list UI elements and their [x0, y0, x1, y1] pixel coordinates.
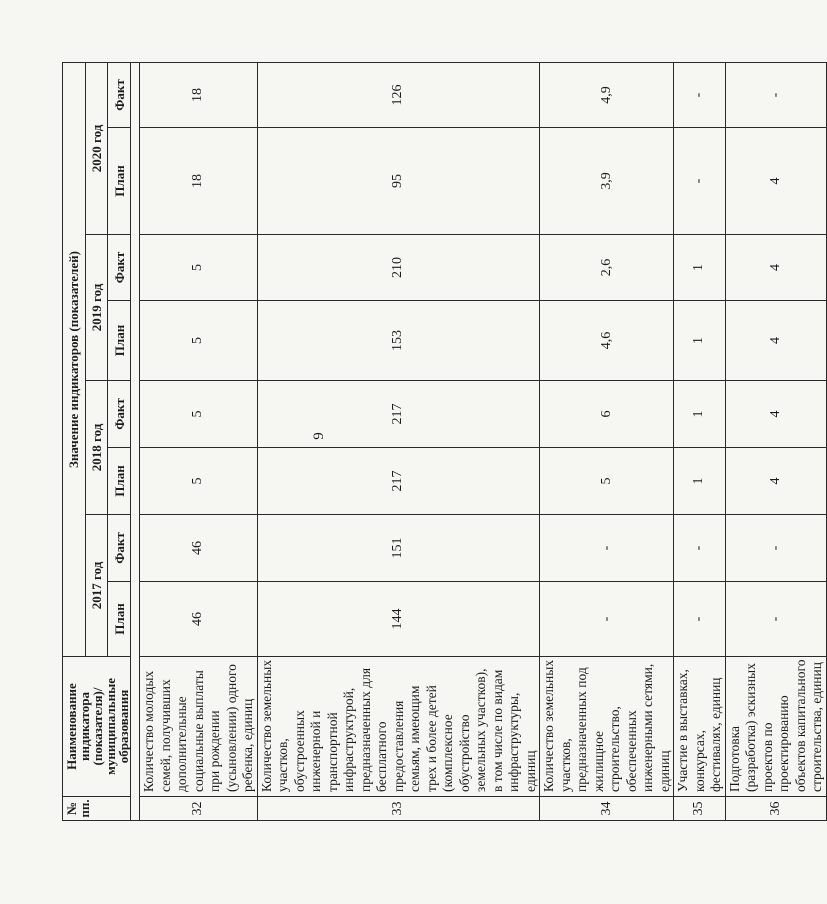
indicator-value: -: [674, 63, 726, 128]
header-year-2018: 2018 год: [85, 381, 108, 515]
header-year-2019: 2019 год: [85, 235, 108, 381]
indicator-value: 3,9: [540, 128, 674, 235]
indicator-value: -: [725, 63, 826, 128]
indicator-value: -: [540, 582, 674, 657]
indicator-name: Количество земельных участков, обустроенных инженерной и транспортной инфраструктурой, предназначенных для бесплатного предоставления семьям, имеющим трех и более детей (комплексное обустройство земельных участков), в том числе по видам инфраструктуры, единиц: [257, 657, 540, 797]
indicator-value: 4,9: [540, 63, 674, 128]
indicator-value: 5: [540, 448, 674, 515]
indicator-value: 18: [140, 63, 258, 128]
header-fact: Факт: [108, 515, 131, 582]
indicator-value: 4: [725, 301, 826, 381]
row-number: 32: [140, 797, 258, 821]
table-body: [140, 63, 827, 821]
indicator-value: 1: [674, 448, 726, 515]
indicator-value: 46: [140, 515, 258, 582]
row-number: 35: [674, 797, 726, 821]
indicator-value: -: [674, 128, 726, 235]
indicator-value: 1: [674, 235, 726, 301]
rotated-table-container: [62, 63, 824, 821]
indicator-value: -: [725, 515, 826, 582]
indicator-value: 4,6: [540, 301, 674, 381]
header-plan: План: [108, 301, 131, 381]
indicator-name: Количество земельных участков, предназначенных под жилищное строительство, обеспеченных инженерными сетями, единиц: [540, 657, 674, 797]
indicator-value: 4: [725, 381, 826, 448]
table-row: [540, 63, 674, 821]
indicator-value: 5: [140, 381, 258, 448]
table-row: [725, 63, 826, 821]
indicator-value: -: [674, 582, 726, 657]
header-plan: План: [108, 128, 131, 235]
indicator-value: 151: [257, 515, 540, 582]
row-number: 36: [725, 797, 826, 821]
indicator-name: Участие в выставках, конкурсах, фестивалях, единиц: [674, 657, 726, 797]
indicator-value: 217: [257, 448, 540, 515]
indicator-value: 126: [257, 63, 540, 128]
indicator-value: -: [540, 515, 674, 582]
header-fact: Факт: [108, 235, 131, 301]
header-gap: [131, 63, 140, 821]
row-number: 34: [540, 797, 674, 821]
indicator-value: 153: [257, 301, 540, 381]
header-name: Наименование индикатора (показателя)/муниципальные образования: [63, 657, 131, 797]
header-indicator-values: Значение индикаторов (показателей): [63, 63, 86, 657]
header-plan: План: [108, 582, 131, 657]
indicator-value: 1: [674, 301, 726, 381]
indicator-table: [62, 62, 827, 821]
table-row: [257, 63, 540, 821]
indicator-value: 217: [257, 381, 540, 448]
indicator-value: 4: [725, 448, 826, 515]
table-row: [674, 63, 726, 821]
header-num: № пп.: [63, 797, 131, 821]
header-fact: Факт: [108, 63, 131, 128]
indicator-value: 6: [540, 381, 674, 448]
header-year-2020: 2020 год: [85, 63, 108, 235]
page-number: 9: [311, 432, 327, 440]
row-number: 33: [257, 797, 540, 821]
header-year-2017: 2017 год: [85, 515, 108, 657]
indicator-value: 210: [257, 235, 540, 301]
indicator-value: 4: [725, 128, 826, 235]
indicator-value: 1: [674, 381, 726, 448]
header-fact: Факт: [108, 381, 131, 448]
indicator-value: 144: [257, 582, 540, 657]
header-plan: План: [108, 448, 131, 515]
indicator-name: Подготовка (разработка) эскизных проектов по проектированию объектов капитального строительства, единиц: [725, 657, 826, 797]
indicator-value: 5: [140, 301, 258, 381]
indicator-name: Количество молодых семей, получивших дополнительные социальные выплаты при рождении (усыновлении) одного ребенка, единиц: [140, 657, 258, 797]
indicator-value: -: [725, 582, 826, 657]
indicator-value: 95: [257, 128, 540, 235]
indicator-value: -: [674, 515, 726, 582]
indicator-value: 46: [140, 582, 258, 657]
indicator-value: 4: [725, 235, 826, 301]
indicator-value: 2,6: [540, 235, 674, 301]
indicator-value: 5: [140, 235, 258, 301]
table-row: [140, 63, 258, 821]
indicator-value: 5: [140, 448, 258, 515]
indicator-value: 18: [140, 128, 258, 235]
